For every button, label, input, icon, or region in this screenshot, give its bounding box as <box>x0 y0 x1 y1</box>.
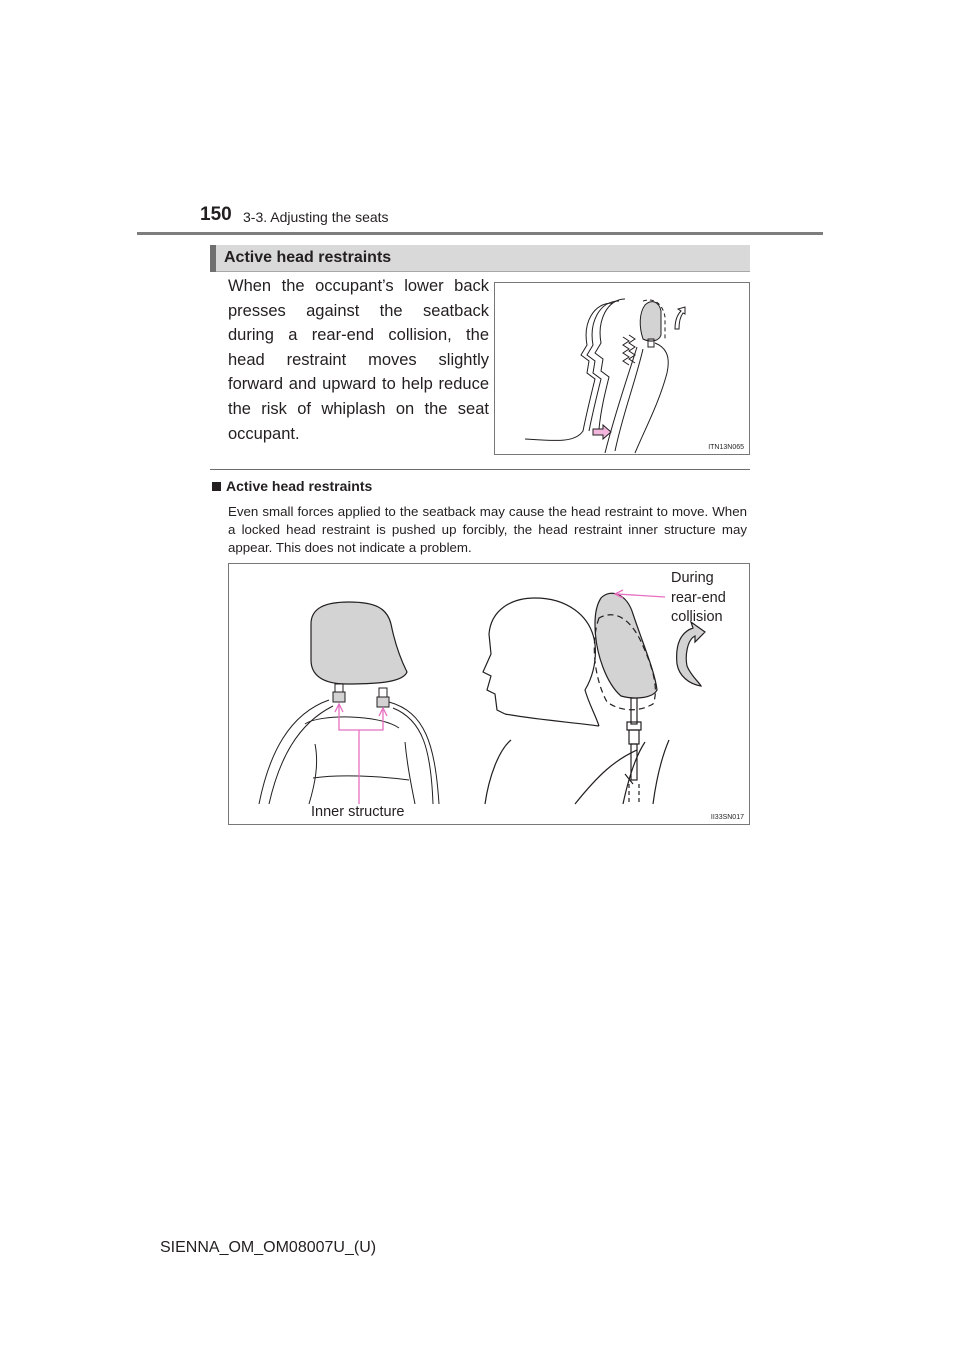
note-heading-text: Active head restraints <box>226 478 373 494</box>
section-heading: Active head restraints <box>224 249 392 266</box>
page-number: 150 <box>200 204 232 225</box>
figure-inner-structure <box>228 563 750 825</box>
intro-paragraph: When the occupant’s lower back presses against the seatback during a rear-end collision, the head restraint moves slightly forward and upward to help reduce the risk of whiplash on the seat occupant. <box>228 277 489 443</box>
seat-side-view-illustration <box>495 283 751 456</box>
label-inner-structure: Inner structure <box>311 804 405 820</box>
header-rule <box>137 232 823 235</box>
figure1-code: ITN13N065 <box>708 444 744 451</box>
footer-doc-id: SIENNA_OM_OM08007U_(U) <box>160 1239 377 1256</box>
section-divider <box>210 469 750 470</box>
label-during-line1: During <box>671 570 714 586</box>
note-heading <box>212 478 372 494</box>
heading-accent-bar <box>210 245 216 272</box>
label-during-collision <box>671 569 726 628</box>
section-title: 3-3. Adjusting the seats <box>243 209 389 225</box>
figure2-code: II33SN017 <box>710 814 744 821</box>
label-during-line2: rear-end <box>671 589 726 606</box>
note-body: Even small forces applied to the seatback may cause the head restraint to move. When a locked head restraint is pushed up forcibly, the head restraint inner structure may appear. This does not indicate a problem. <box>228 504 747 556</box>
figure-seat-side-view <box>494 282 750 455</box>
section-heading-box <box>210 245 750 272</box>
bullet-square-icon <box>212 482 221 491</box>
label-during-line3: collision <box>671 609 723 625</box>
